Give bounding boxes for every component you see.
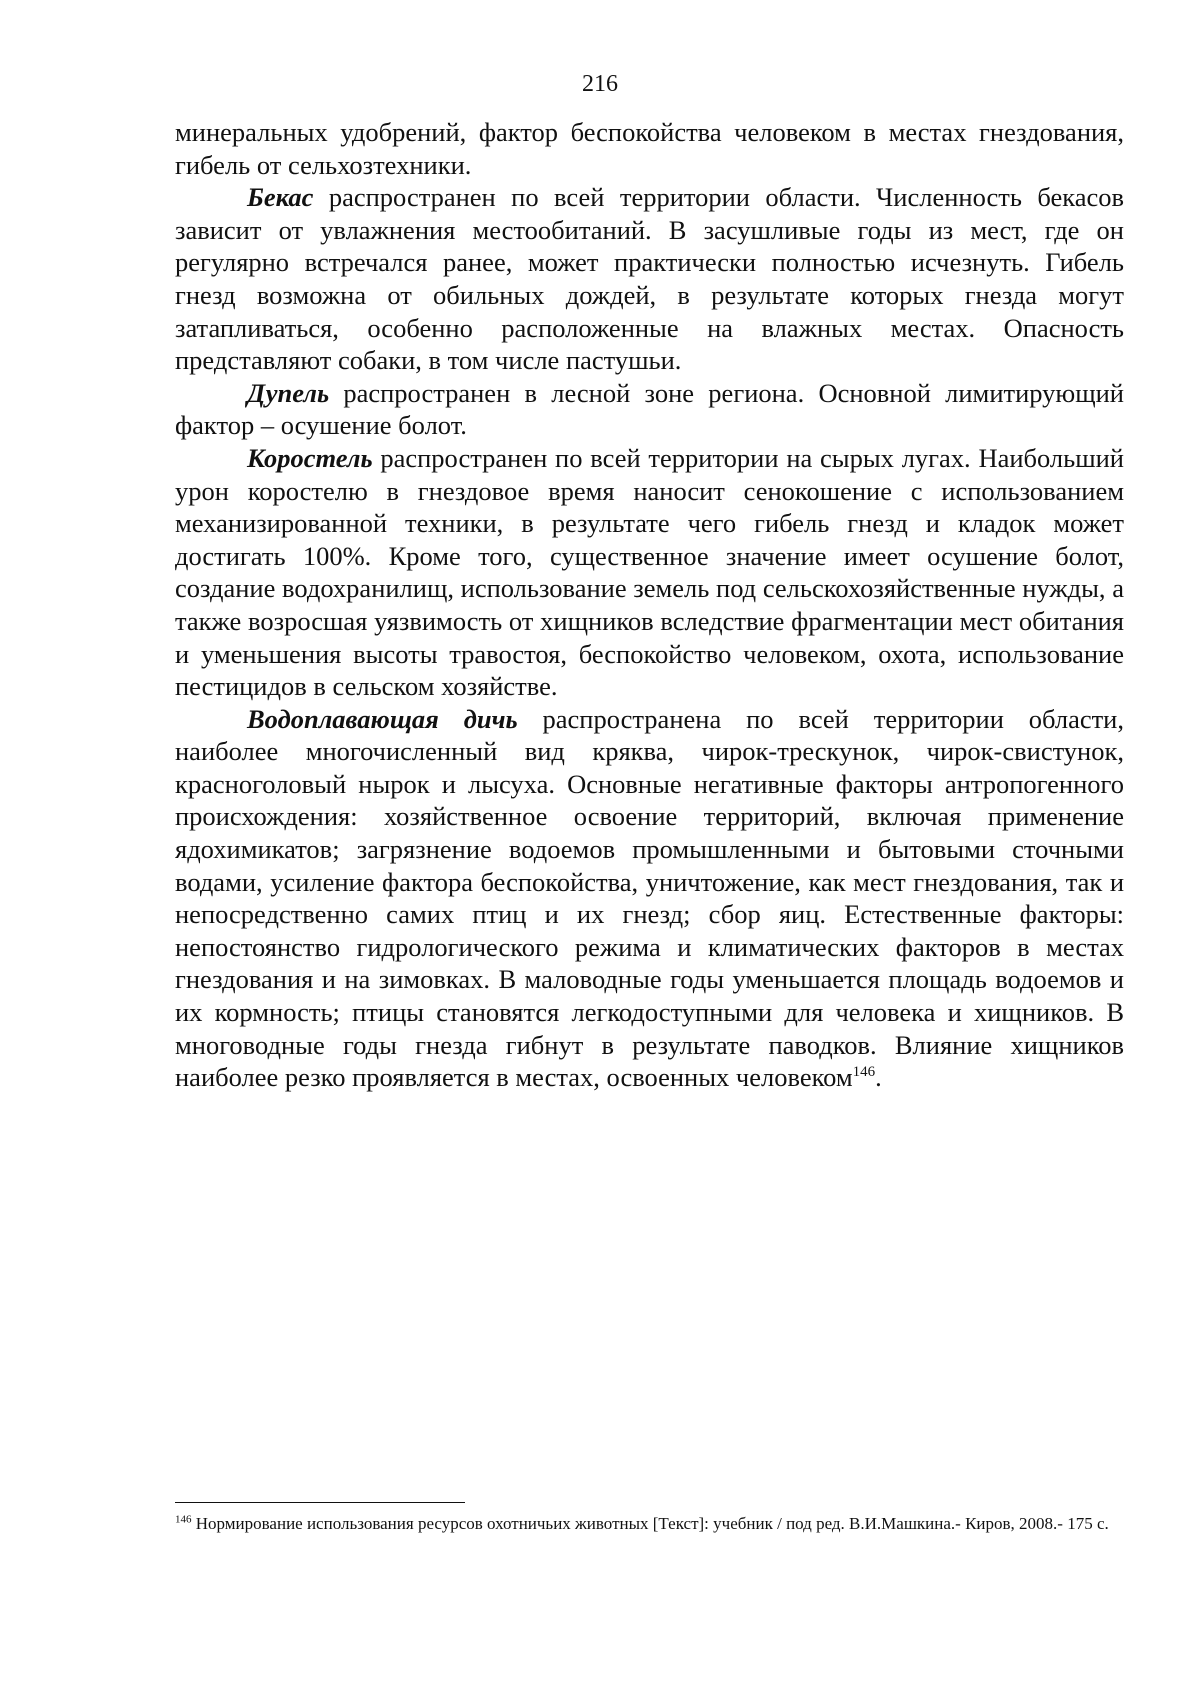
species-term-bekas: Бекас [247, 182, 314, 213]
paragraph-text: минеральных удобрений, фактор беспокойства человеком в местах гнездования, гибель от сельхозтехники. [175, 117, 1124, 180]
paragraph-bekas [175, 181, 1124, 377]
species-term-waterfowl: Водоплавающая дичь [247, 703, 518, 734]
footnote [175, 1512, 1124, 1536]
footnote-divider [175, 1502, 465, 1503]
footnote-text: Нормирование использования ресурсов охотничьих животных [Текст]: учебник / под ред. В.И.Машкина.- Киров, 2008.- 175 с. [191, 1514, 1109, 1533]
paragraph-text: распространен по всей территории на сырых лугах. Наибольший урон коростелю в гнездовое время наносит сенокошение с использованием механизированной техники, в результате чего гибель гнезд и кладок может достигать 100%. Кроме того, существенное значение имеет осушение болот, создание водохранилищ, использование земель под сельскохозяйственные нужды, а также возросшая уязвимость от хищников вследствие фрагментации мест обитания и уменьшения высоты травостоя, беспокойство человеком, охота, использование пестицидов в сельском хозяйстве. [175, 442, 1124, 702]
species-term-korostel: Коростель [247, 442, 373, 473]
page-number: 216 [582, 71, 618, 97]
footnote-marker: 146 [175, 1513, 192, 1526]
species-term-dupel: Дупель [247, 377, 330, 408]
paragraph-waterfowl [175, 703, 1124, 1094]
paragraph-continuation [175, 116, 1124, 181]
paragraph-dupel [175, 377, 1124, 442]
paragraph-text: распространен по всей территории области. Численность бекасов зависит от увлажнения местообитаний. В засушливые годы из мест, где он регулярно встречался ранее, может практически полностью исчезнуть. Гибель гнезд возможна от обильных дождей, в результате которых гнезда могут затапливаться, особенно расположенные на влажных местах. Опасность представляют собаки, в том числе пастушьи. [175, 182, 1124, 376]
paragraph-text: распространен в лесной зоне региона. Основной лимитирующий фактор – осушение болот. [175, 377, 1124, 441]
paragraph-korostel [175, 442, 1124, 703]
paragraph-tail: . [875, 1062, 882, 1093]
main-text [175, 116, 1124, 1094]
footnote-reference[interactable]: 146 [852, 1064, 876, 1081]
paragraph-text: распространена по всей территории области, наиболее многочисленный вид кряква, чирок-трескунок, чирок-свистунок, красноголовый нырок и лысуха. Основные негативные факторы антропогенного происхождения: хозяйственное освоение территорий, включая применение ядохимикатов; загрязнение водоемов промышленными и бытовыми сточными водами, усиление фактора беспокойства, уничтожение, как мест гнездования, так и непосредственно самих птиц и их гнезд; сбор яиц. Естественные факторы: непостоянство гидрологического режима и климатических факторов в местах гнездования и на зимовках. В маловодные годы уменьшается площадь водоемов и их кормность; птицы становятся легкодоступными для человека и хищников. В многоводные годы гнезда гибнут в результате паводков. Влияние хищников наиболее резко проявляется в местах, освоенных человеком [175, 703, 1124, 1093]
